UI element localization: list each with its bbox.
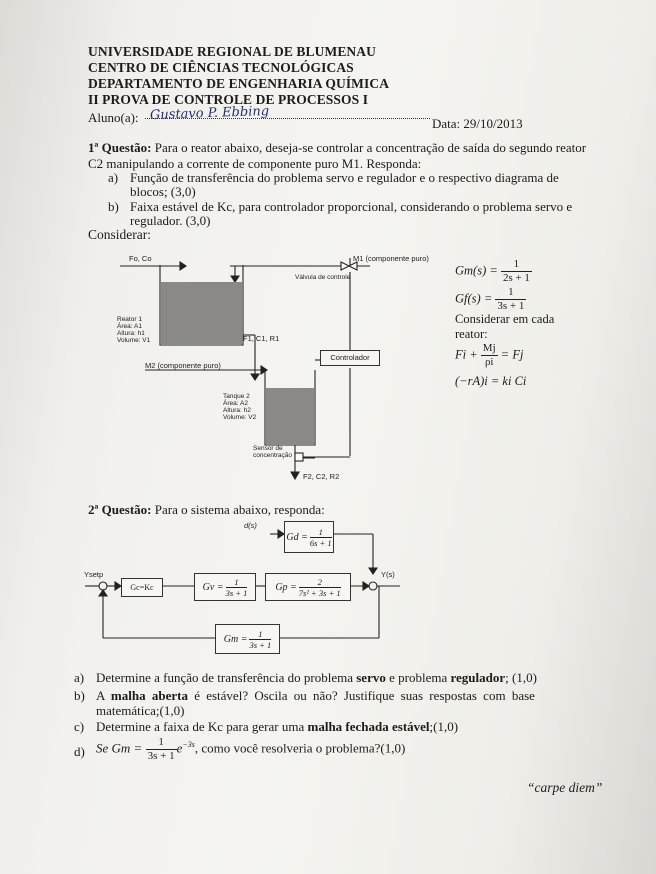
q2-b-pre: A (96, 688, 111, 703)
gm-block-den: 3s + 1 (249, 639, 272, 650)
q2-b-post: é estável? Oscila ou não? Justifique suas respostas com base (187, 688, 535, 703)
sensor-label-1: Sensor de (253, 445, 283, 452)
gm-den: 2s + 1 (502, 272, 530, 284)
tank2-name: Tanque 2 (223, 393, 250, 400)
gd-den: 6s + 1 (309, 537, 332, 548)
gv-block (194, 573, 256, 601)
q1-a-line2: blocos; (3,0) (130, 184, 196, 199)
q2-c-pre: Determine a faixa de Kc para gerar uma (96, 719, 308, 734)
q1-b-label: b) (108, 199, 119, 214)
sensor-label-2: concentração (253, 452, 293, 459)
gd-block (284, 521, 334, 553)
fi-den: ρi (484, 356, 494, 368)
reactor1-name: Reator 1 (117, 316, 142, 323)
q1-title: 1ª Questão: (88, 140, 152, 155)
m1-label: M1 (componente puro) (353, 254, 429, 263)
consider-line1: Considerar em cada (455, 312, 555, 326)
gv-num: 1 (226, 577, 248, 588)
mass-balance-equation (455, 342, 523, 369)
q2-d-num: 1 (146, 736, 177, 750)
valve-label: Válvula de controle (295, 274, 351, 281)
gd-lhs: Gd = (286, 531, 308, 543)
gc-block: Gc=Kc (121, 578, 163, 597)
gp-lhs: Gp = (275, 581, 297, 593)
q1-paragraph (88, 140, 586, 156)
q2-b-label: b) (74, 688, 85, 703)
q2-heading (88, 502, 325, 518)
gm-block-num: 1 (249, 629, 271, 640)
gd-num: 1 (310, 527, 332, 538)
student-name-handwritten: Gustavo P. Ebbing (149, 103, 270, 124)
gf-num: 1 (495, 286, 526, 300)
q1-a-line1: Função de transferência do problema servo e regulador e o respectivo diagrama de (130, 170, 559, 185)
consider-line2: reator: (455, 327, 488, 341)
reactor1-area: Área: A1 (117, 323, 142, 330)
gp-num: 2 (299, 577, 341, 588)
q2-c-post: ;(1,0) (429, 719, 459, 734)
q2-a-reg: regulador (450, 670, 506, 685)
center-name: CENTRO DE CIÊNCIAS TECNOLÓGICAS (88, 60, 354, 75)
q2-d-post: , como você resolveria o problema?(1,0) (194, 740, 406, 756)
gp-block (265, 573, 351, 601)
disturbance-label: d(s) (244, 521, 257, 530)
gv-lhs: Gv = (202, 581, 224, 593)
q2-b-line2: matemática;(1,0) (96, 703, 185, 718)
q1-b-line1: Faixa estável de Kc, para controlador proporcional, considerando o problema servo e (130, 199, 573, 214)
stream2-label: F2, C2, R2 (303, 472, 340, 481)
gf-equation (455, 286, 526, 313)
rate-equation: (−rA)i = ki Ci (455, 374, 527, 388)
q2-d-pre: Se Gm = (96, 740, 143, 756)
q2-d-exp: −3s (182, 740, 195, 750)
q2-a-post: ; (1,0) (505, 670, 537, 685)
q1-b-line2: regulador. (3,0) (130, 213, 211, 228)
q2-a-mid: e problema (385, 670, 451, 685)
block-diagram (85, 518, 405, 658)
q2-d-exp-base: e (176, 740, 183, 756)
gm-equation (455, 258, 532, 285)
gm-block (215, 624, 280, 654)
setpoint-label: Ysetp (84, 570, 104, 579)
gp-den: 7s² + 3s + 1 (298, 587, 341, 598)
fi-lhs: Fi + (455, 347, 478, 362)
tank2-volume: Volume: V2 (223, 414, 257, 421)
process-diagram (115, 250, 445, 490)
fi-rhs: = Fj (500, 347, 524, 362)
reactor1-volume: Volume: V1 (117, 337, 151, 344)
controller-box: Controlador (320, 350, 380, 366)
fi-num: Mj (482, 342, 496, 354)
q2-c-bold: malha fechada estável (307, 719, 430, 734)
q2-a-text (96, 670, 537, 686)
q2-c-label: c) (74, 719, 85, 734)
q2-a-pre: Determine a função de transferência do problema (96, 670, 357, 685)
q2-d-text (96, 736, 405, 763)
q2-b-line1 (96, 688, 535, 704)
q2-c-text (96, 719, 458, 735)
q1-a-label: a) (108, 170, 119, 185)
feed-label: Fo, Co (129, 254, 152, 263)
department-name: DEPARTAMENTO DE ENGENHARIA QUÍMICA (88, 76, 390, 91)
q2-b-bold: malha aberta (110, 688, 188, 703)
q2-a-label: a) (74, 670, 85, 685)
tank2-area: Área: A2 (223, 400, 248, 407)
reactor1-height: Altura: h1 (117, 330, 145, 337)
q2-d-den: 3s + 1 (147, 750, 175, 762)
tank2-height: Altura: h2 (223, 407, 251, 414)
q2-d-label: d) (74, 744, 85, 759)
gf-den: 3s + 1 (497, 300, 525, 312)
gf-lhs: Gf(s) = (455, 291, 493, 306)
university-name: UNIVERSIDADE REGIONAL DE BLUMENAU (88, 44, 376, 59)
footer-quote: “carpe diem” (527, 780, 603, 795)
q2-title: 2ª Questão: (88, 502, 152, 517)
gm-lhs: Gm(s) = (455, 263, 498, 278)
q1-considerar: Considerar: (88, 227, 151, 242)
stream1-label: F1, C1, R1 (243, 334, 280, 343)
gv-den: 3s + 1 (225, 587, 248, 598)
exam-date: Data: 29/10/2013 (432, 116, 523, 131)
q2-text: Para o sistema abaixo, responda: (154, 502, 325, 517)
m2-label: M2 (componente puro) (145, 361, 221, 370)
gm-block-lhs: Gm = (223, 633, 248, 645)
q1-text-line2: C2 manipulando a corrente de componente puro M1. Responda: (88, 156, 422, 171)
q1-text-line1: Para o reator abaixo, deseja-se controlar a concentração de saída do segundo reator (154, 140, 587, 155)
exam-title: II PROVA DE CONTROLE DE PROCESSOS I (88, 92, 369, 107)
gm-num: 1 (501, 258, 532, 272)
output-label: Y(s) (381, 570, 395, 579)
q2-a-servo: servo (356, 670, 386, 685)
student-label: Aluno(a): (88, 110, 139, 125)
